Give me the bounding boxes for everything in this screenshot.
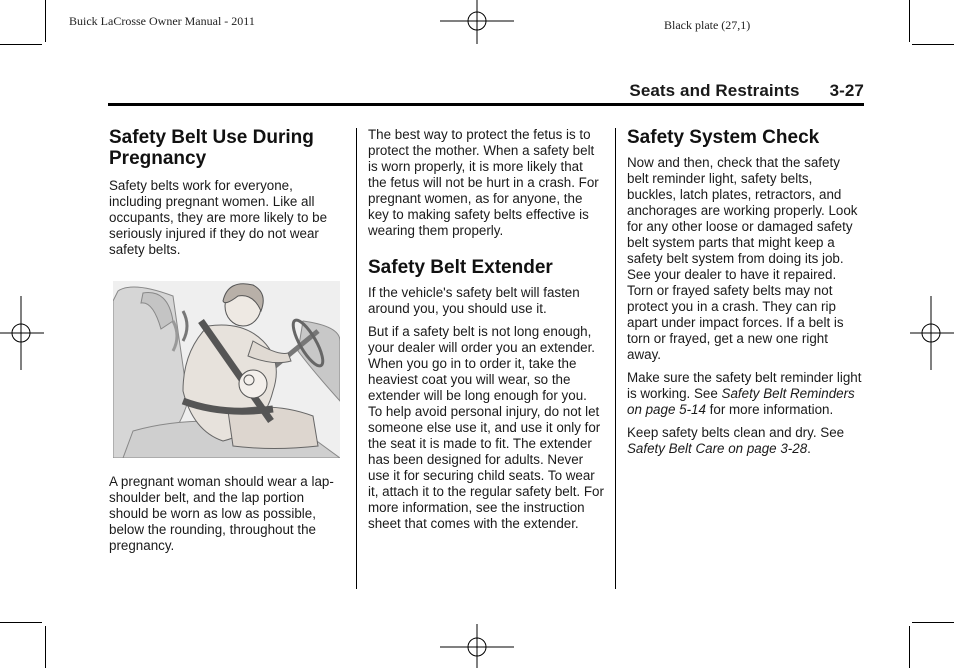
column-divider [615, 128, 616, 589]
manual-title: Buick LaCrosse Owner Manual - 2011 [69, 14, 255, 28]
crop-mark [909, 626, 910, 668]
section-heading-extender: Safety Belt Extender [368, 257, 553, 278]
column-3 [627, 127, 865, 464]
crop-mark [912, 44, 954, 45]
paragraph: Safety belts work for everyone, including pregnant women. Like all occupants, they are more likely to be seriously injured if they do not wear safety belts. [109, 178, 328, 257]
running-header [108, 81, 864, 106]
column-divider [356, 128, 357, 589]
crop-mark [909, 0, 910, 42]
column-1-caption [109, 474, 341, 561]
section-title: Seats and Restraints [629, 81, 800, 100]
section-heading-pregnancy: Safety Belt Use During Pregnancy [109, 127, 314, 169]
crop-mark [0, 44, 42, 45]
registration-mark-right [910, 296, 954, 370]
paragraph: If the vehicle's safety belt will fasten around you, you should use it. [368, 285, 580, 316]
column-1 [109, 127, 341, 265]
plate-label: Black plate (27,1) [664, 18, 751, 32]
crop-mark [0, 622, 42, 623]
registration-mark-top [440, 0, 514, 44]
column-2 [368, 127, 604, 539]
crop-mark [45, 626, 46, 668]
cross-reference-link: Safety Belt Care on page 3-28 [627, 441, 808, 456]
crop-mark [912, 622, 954, 623]
cross-reference-link: Safety Belt Reminders on page 5-14 [627, 386, 855, 417]
page-number: 3-27 [829, 81, 864, 100]
crop-mark [45, 0, 46, 42]
pregnant-woman-illustration [113, 281, 340, 458]
paragraph: Make sure the safety belt reminder light is working. See Safety Belt Reminders on page 5-14 for more information. [627, 370, 862, 417]
registration-mark-bottom [440, 624, 514, 668]
paragraph: Keep safety belts clean and dry. See Safety Belt Care on page 3-28. [627, 425, 845, 456]
paragraph: But if a safety belt is not long enough, your dealer will order you an extender. When you go in to order it, take the heaviest coat you will wear, so the extender will be long enough for you. To help avoid personal injury, do not let someone else use it, and use it only for the seat it is made to fit. The extender has been designed for adults. Never use it for securing child seats. To wear it, attach it to the regular safety belt. For more information, see the instruction sheet that comes with the extender. [368, 324, 604, 531]
paragraph: Now and then, check that the safety belt reminder light, safety belts, buckles, latch plates, retractors, and anchorages are working properly. Look for any other loose or damaged safety belt system parts that might keep a safety belt system from doing its job. See your dealer to have it repaired. Torn or frayed safety belts may not protect you in a crash. They can rip apart under impact forces. If a belt is torn or frayed, get a new one right away. [627, 155, 858, 362]
paragraph: The best way to protect the fetus is to protect the mother. When a safety belt is worn properly, it is more likely that the fetus will not be hurt in a crash. For pregnant women, as for anyone, the key to making safety belts effective is wearing them properly. [368, 127, 599, 238]
registration-mark-left [0, 296, 44, 370]
section-heading-system-check: Safety System Check [627, 127, 820, 148]
figure-caption: A pregnant woman should wear a lap-shoulder belt, and the lap portion should be worn as low as possible, below the rounding, throughout the pregnancy. [109, 474, 334, 553]
